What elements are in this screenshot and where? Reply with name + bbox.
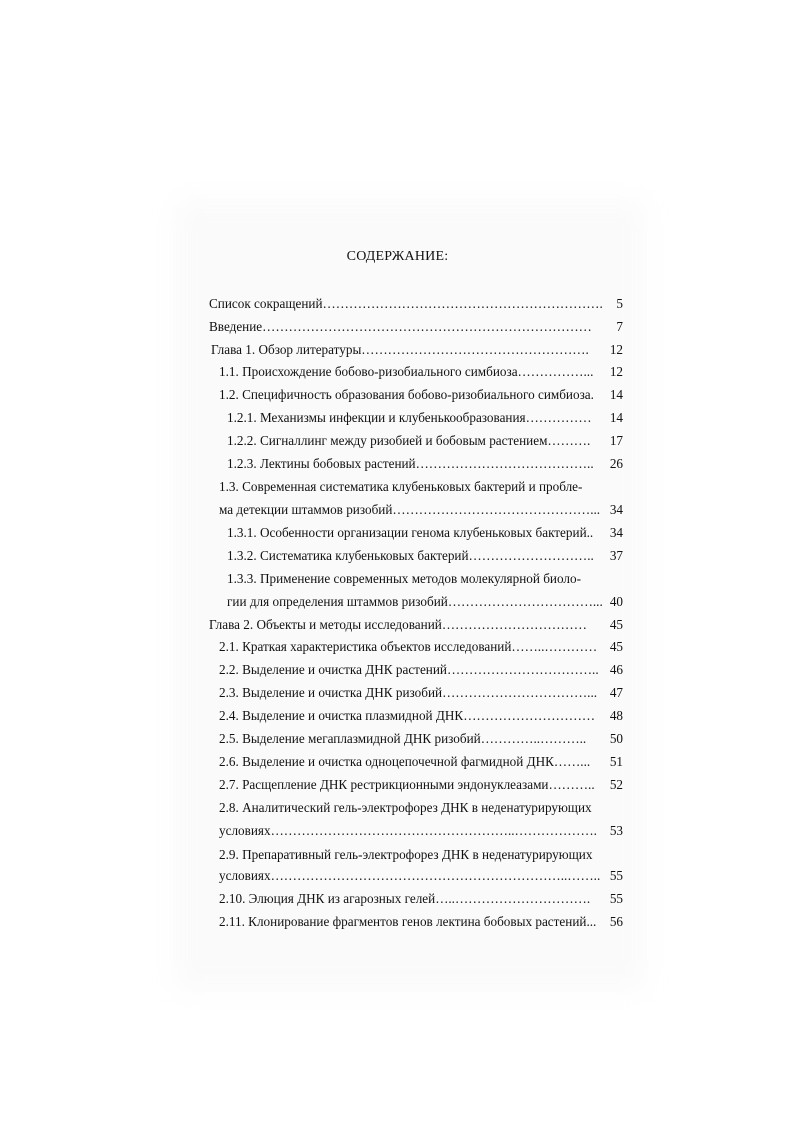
toc-entry-text: 2.3. Выделение и очистка ДНК ризобий……………………………... (219, 685, 598, 700)
toc-entry-text: 1.3. Современная систематика клубеньковых бактерий и пробле- (219, 479, 583, 494)
toc-entry (227, 523, 623, 543)
toc-entry-text: 2.4. Выделение и очистка плазмидной ДНК………………………… (219, 708, 596, 723)
toc-entry (219, 889, 623, 909)
toc-entry (227, 431, 623, 451)
toc-entry-text: 2.2. Выделение и очистка ДНК растений…………………………….. (219, 662, 599, 677)
toc-entry (227, 569, 623, 589)
toc-entry (219, 912, 623, 932)
toc-entry-page: 46 (609, 662, 623, 677)
toc-entry-text: 2.8. Аналитический гель-электрофорез ДНК в неденатурирующих (219, 800, 592, 815)
toc-entry-page: 51 (609, 754, 623, 769)
toc-entry (227, 408, 623, 428)
toc-entry (219, 362, 623, 382)
toc-entry (209, 317, 623, 337)
toc-entry-text: 1.2.1. Механизмы инфекции и клубенькообразования…………… (227, 410, 592, 425)
toc-entry-page: 47 (609, 685, 623, 700)
toc-entry-text: 2.1. Краткая характеристика объектов исследований……..………… (219, 639, 598, 654)
toc-entry-page: 26 (609, 456, 623, 471)
toc-entry-page: 34 (609, 525, 623, 540)
toc-entry (227, 454, 623, 474)
toc-entry-text: условиях…………………………………………………………..…….. (219, 868, 601, 883)
toc-entry (227, 592, 623, 612)
toc-entry (227, 546, 623, 566)
toc-entry-page: 56 (609, 914, 623, 929)
toc-entry-text: Глава 2. Объекты и методы исследований…………………………… (209, 617, 587, 632)
toc-entry (219, 821, 623, 841)
toc-entry (219, 729, 623, 749)
toc-entry-page: 40 (609, 594, 623, 609)
toc-entry (219, 683, 623, 703)
toc-entry-page: 12 (609, 364, 623, 379)
toc-entry-page: 45 (609, 617, 623, 632)
toc-entry-text: 1.2.2. Сигналлинг между ризобией и бобовым растением………. (227, 433, 591, 448)
toc-entry-page: 45 (609, 639, 623, 654)
toc-entry-page: 37 (609, 548, 623, 563)
toc-entry (211, 340, 623, 360)
toc-entry (209, 294, 623, 314)
toc-entry (219, 660, 623, 680)
toc-entry-page: 55 (609, 891, 623, 906)
toc-entry-text: 1.3.3. Применение современных методов молекулярной биоло- (227, 571, 581, 586)
toc-entry-page: 17 (609, 433, 623, 448)
toc-entry-text: 1.2.3. Лектины бобовых растений………………………………….. (227, 456, 594, 471)
toc-entry-page: 34 (609, 502, 623, 517)
toc-entry-page: 52 (609, 777, 623, 792)
toc-entry-text: гии для определения штаммов ризобий……………………………... (227, 594, 603, 609)
toc-entry-page: 14 (609, 410, 623, 425)
toc-entry (209, 615, 623, 635)
toc-entry-text: Список сокращений………………………………………………………. (209, 296, 603, 311)
toc-entry-text: ма детекции штаммов ризобий………………………………………... (219, 502, 601, 517)
toc-entry-page: 12 (609, 342, 623, 357)
page-title: СОДЕРЖАНИЕ: (346, 249, 449, 264)
toc-entry-text: условиях………………………………………………..………………. (219, 823, 597, 838)
toc-entry-text: Введение………………………………………………………………… (209, 319, 592, 334)
toc-entry-page: 14 (609, 387, 623, 402)
toc-entry-text: 2.6. Выделение и очистка одноцепочечной фагмидной ДНК……... (219, 754, 591, 769)
toc-entry-text: 2.9. Препаративный гель-электрофорез ДНК в неденатурирующих (219, 847, 593, 862)
toc-entry (219, 866, 623, 886)
toc-entry-text: Глава 1. Обзор литературы……………………………………………. (211, 342, 589, 357)
toc-entry (219, 798, 623, 818)
toc-entry-page: 48 (609, 708, 623, 723)
toc-entry-text: 2.10. Элюция ДНК из агарозных гелей…..…………………………. (219, 891, 591, 906)
toc-entry-page: 5 (616, 296, 623, 311)
toc-entry (219, 845, 623, 865)
toc-entry-text: 1.3.2. Систематика клубеньковых бактерий……………………….. (227, 548, 594, 563)
toc-entry (219, 385, 623, 405)
toc-entry-text: 1.2. Специфичность образования бобово-ризобиального симбиоза. (219, 387, 594, 402)
toc-entry (219, 752, 623, 772)
toc-entry-page: 53 (609, 823, 623, 838)
toc-entry (219, 775, 623, 795)
toc-entry-text: 1.1. Происхождение бобово-ризобиального симбиоза……………... (219, 364, 594, 379)
toc-entry-page: 55 (609, 868, 623, 883)
toc-entry (219, 637, 623, 657)
toc-entry (219, 477, 623, 497)
toc-entry (219, 500, 623, 520)
toc-entry-text: 2.7. Расщепление ДНК рестрикционными эндонуклеазами……….. (219, 777, 595, 792)
toc-entry-page: 50 (609, 731, 623, 746)
toc-entry-text: 1.3.1. Особенности организации генома клубеньковых бактерий.. (227, 525, 594, 540)
toc-entry (219, 706, 623, 726)
toc-entry-text: 2.5. Выделение мегаплазмидной ДНК ризобий…………..……….. (219, 731, 587, 746)
toc-entry-page: 7 (616, 319, 623, 334)
toc-entry-text: 2.11. Клонирование фрагментов генов лектина бобовых растений... (219, 914, 597, 929)
